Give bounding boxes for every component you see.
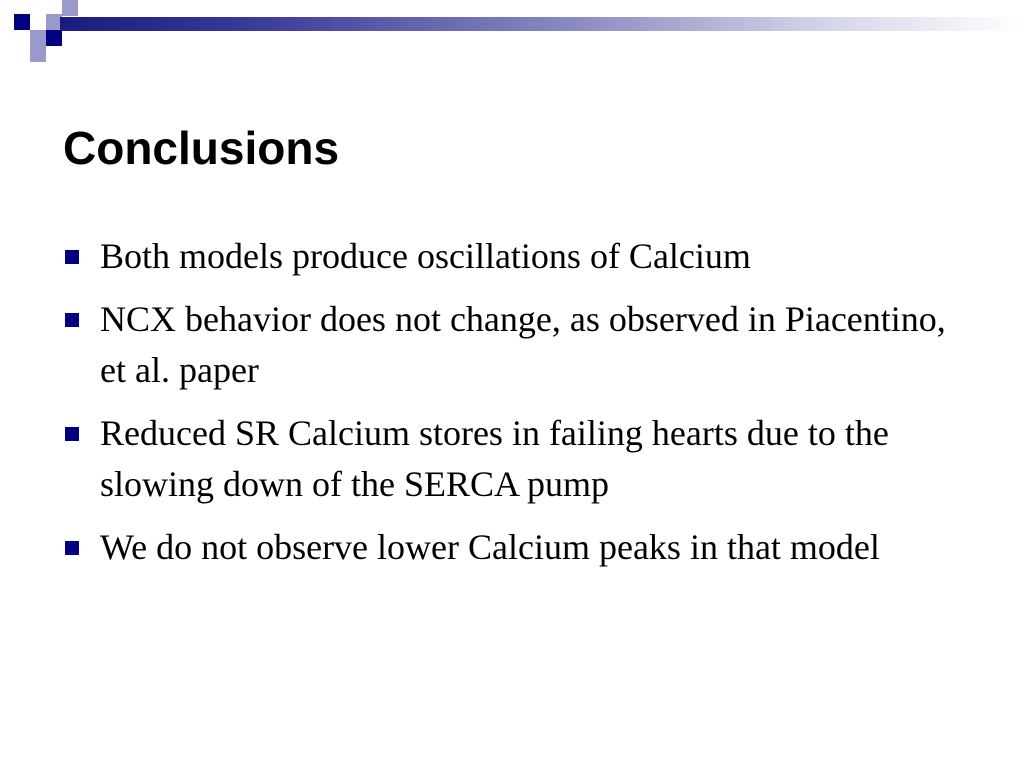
decor-square	[30, 46, 46, 62]
bullet-item	[64, 294, 964, 396]
bullet-text: NCX behavior does not change, as observed in Piacentino, et al. paper	[100, 299, 946, 390]
square-bullet-icon	[65, 541, 79, 555]
header-decoration	[0, 0, 1024, 70]
square-bullet-icon	[65, 250, 79, 264]
decor-square	[30, 30, 46, 46]
bullet-item	[64, 522, 964, 573]
bullet-item	[64, 408, 964, 510]
slide-title: Conclusions	[63, 122, 340, 174]
bullet-text: Both models produce oscillations of Calcium	[100, 236, 751, 276]
decor-square	[14, 14, 30, 30]
header-gradient-band	[60, 17, 1024, 31]
decor-square	[46, 30, 62, 46]
bullet-list	[64, 231, 964, 585]
bullet-text: We do not observe lower Calcium peaks in that model	[100, 527, 880, 567]
square-bullet-icon	[65, 427, 79, 441]
decor-square	[62, 0, 78, 16]
square-bullet-icon	[65, 313, 79, 327]
bullet-text: Reduced SR Calcium stores in failing hearts due to the slowing down of the SERCA pump	[100, 413, 889, 504]
bullet-item	[64, 231, 964, 282]
